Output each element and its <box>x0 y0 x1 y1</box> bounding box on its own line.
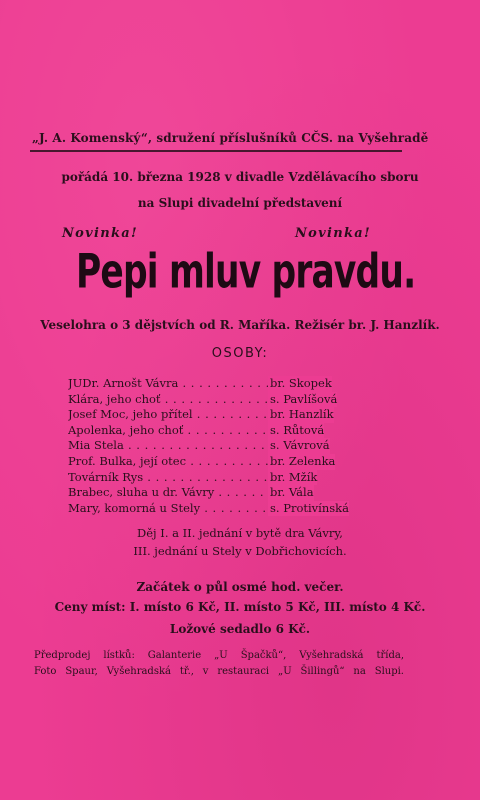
cast-list <box>68 376 408 516</box>
cast-actor: s. Růtová <box>270 422 325 437</box>
cast-actor: br. Vála <box>270 485 314 500</box>
event-venue-line: na Slupi divadelní představení <box>137 196 343 210</box>
cast-row <box>68 438 408 454</box>
scene-note-line-2: III. jednání u Stely v Dobřichovicích. <box>133 544 347 558</box>
cast-row <box>68 407 408 423</box>
start-time: Začátek o půl osmé hod. večer. <box>136 580 344 594</box>
cast-row <box>68 392 408 408</box>
event-date-line: pořádá 10. března 1928 v divadle Vzdělávacího sboru <box>61 170 419 184</box>
cast-role: Josef Moc, jeho přítel . . . <box>68 407 268 423</box>
novinka-label-left: Novinka! <box>62 226 139 241</box>
cast-role: Apolenka, jeho choť . . . <box>68 423 268 439</box>
novinka-label-right: Novinka! <box>295 226 372 241</box>
cast-role: Mary, komorná u Stely . . . <box>68 501 268 517</box>
scene-note-line-1: Děj I. a II. jednání v bytě dra Vávry, <box>137 526 343 540</box>
organizer-line: „J. A. Komenský“, sdružení příslušníků CČS. na Vyšehradě <box>32 131 429 145</box>
cast-row <box>68 485 408 501</box>
cast-actor: br. Hanzlík <box>270 407 334 422</box>
cast-role: Továrník Rys . . . <box>68 470 268 486</box>
cast-actor: s. Pavlíšová <box>270 391 338 406</box>
cast-row <box>68 423 408 439</box>
play-subtitle: Veselohra o 3 dějstvích od R. Maříka. Režisér br. J. Hanzlík. <box>40 318 440 332</box>
cast-row <box>68 454 408 470</box>
cast-row <box>68 376 408 392</box>
cast-actor: s. Vávrová <box>270 438 330 453</box>
cast-role: Mia Stela . . . <box>68 438 268 454</box>
presale-line-2: Foto Spaur, Vyšehradská tř., v restauraci „U Šillingů“ na Slupi. <box>34 666 404 677</box>
play-title: Pepi mluv pravdu. <box>76 244 416 299</box>
cast-heading: OSOBY: <box>211 346 269 361</box>
cast-row <box>68 470 408 486</box>
ticket-prices: Ceny míst: I. místo 6 Kč, II. místo 5 Kč, III. místo 4 Kč. <box>54 600 426 614</box>
cast-actor: s. Protivínská <box>270 500 349 515</box>
cast-actor: br. Skopek <box>270 376 332 390</box>
cast-role: JUDr. Arnošt Vávra . . . <box>68 376 268 392</box>
cast-role: Prof. Bulka, její otec . . . <box>68 454 268 470</box>
lodge-seat-price: Ložové sedadlo 6 Kč. <box>169 622 311 636</box>
cast-row <box>68 501 408 517</box>
cast-role: Klára, jeho choť . . . <box>68 392 268 408</box>
presale-line-1: Předprodej lístků: Galanterie „U Špačků“, Vyšehradská třída, <box>34 650 404 661</box>
cast-role: Brabec, sluha u dr. Vávry . . . <box>68 485 268 501</box>
cast-actor: br. Zelenka <box>270 453 336 468</box>
header-divider <box>30 150 402 152</box>
cast-actor: br. Mžík <box>270 469 318 484</box>
